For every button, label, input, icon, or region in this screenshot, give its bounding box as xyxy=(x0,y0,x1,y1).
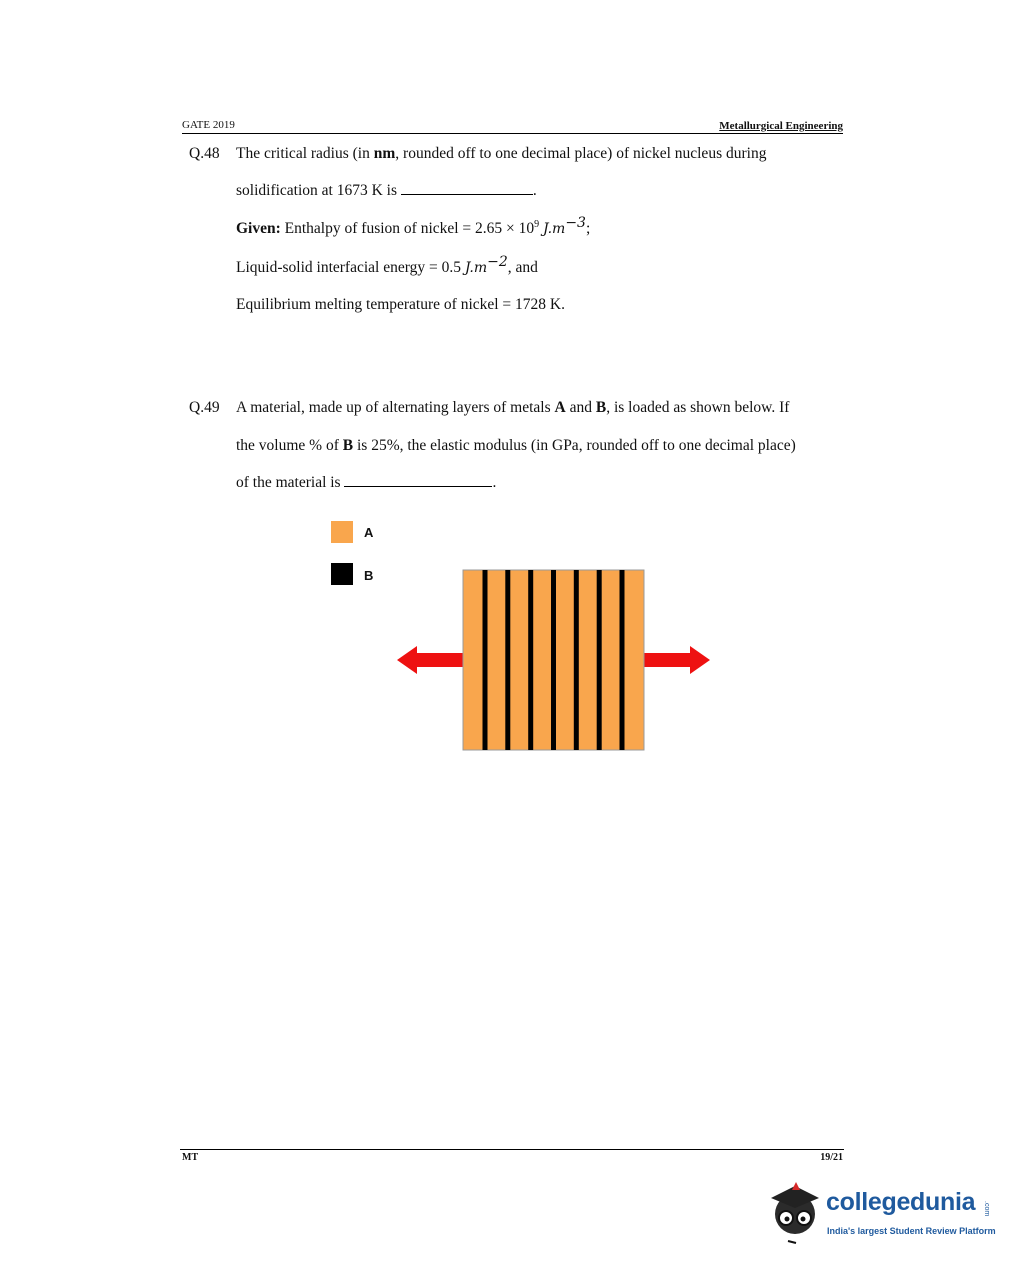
paper-code: MT xyxy=(182,1152,199,1163)
exam-title: GATE 2019 xyxy=(182,119,235,131)
q48-line4: Liquid-solid interfacial energy = 0.5 $J.m^{-2}$, and xyxy=(236,253,538,276)
brand-tagline: India's largest Student Review Platform xyxy=(827,1226,996,1236)
layer-b-stripe xyxy=(528,570,533,750)
q48-given: Given: Enthalpy of fusion of nickel = $2.65 \times 10^9$ $J.m^{-3}$; xyxy=(236,214,591,237)
brand-name: collegedunia xyxy=(826,1188,976,1216)
q49-answer-blank xyxy=(344,474,492,487)
layered-material-figure xyxy=(390,565,720,760)
legend-label-a: A xyxy=(364,525,374,540)
header-rule xyxy=(182,133,843,134)
q48-line1: The critical radius (in nm, rounded off to one decimal place) of nickel nucleus during xyxy=(236,145,767,162)
legend-swatch-b xyxy=(331,563,353,585)
legend-label-b: B xyxy=(364,568,374,583)
q49-line1: A material, made up of alternating layers of metals A and B, is loaded as shown below. If xyxy=(236,399,790,416)
subject-title: Metallurgical Engineering xyxy=(719,120,843,132)
layer-b-stripe xyxy=(574,570,579,750)
q49-line3: of the material is . xyxy=(236,474,497,491)
layer-b-stripe xyxy=(505,570,510,750)
layer-b-stripe xyxy=(620,570,625,750)
brand-suffix: .com xyxy=(983,1201,990,1217)
layer-b-stripe xyxy=(483,570,488,750)
footer-rule xyxy=(180,1149,844,1150)
q48-number: Q.48 xyxy=(189,145,220,162)
page-number: 19/21 xyxy=(820,1152,843,1163)
layer-b-stripe xyxy=(597,570,602,750)
q48-answer-blank xyxy=(401,182,533,195)
q49-line2: the volume % of B is 25%, the elastic modulus (in GPa, rounded off to one decimal place) xyxy=(236,437,796,454)
q48-line2: solidification at 1673 K is . xyxy=(236,182,537,199)
left-load-arrow xyxy=(397,646,470,674)
collegedunia-mascot-icon xyxy=(766,1178,824,1248)
q49-number: Q.49 xyxy=(189,399,220,416)
right-load-arrow xyxy=(640,646,710,674)
q48-line5: Equilibrium melting temperature of nickel = 1728 K. xyxy=(236,296,565,313)
legend-swatch-a xyxy=(331,521,353,543)
layer-b-stripe xyxy=(551,570,556,750)
